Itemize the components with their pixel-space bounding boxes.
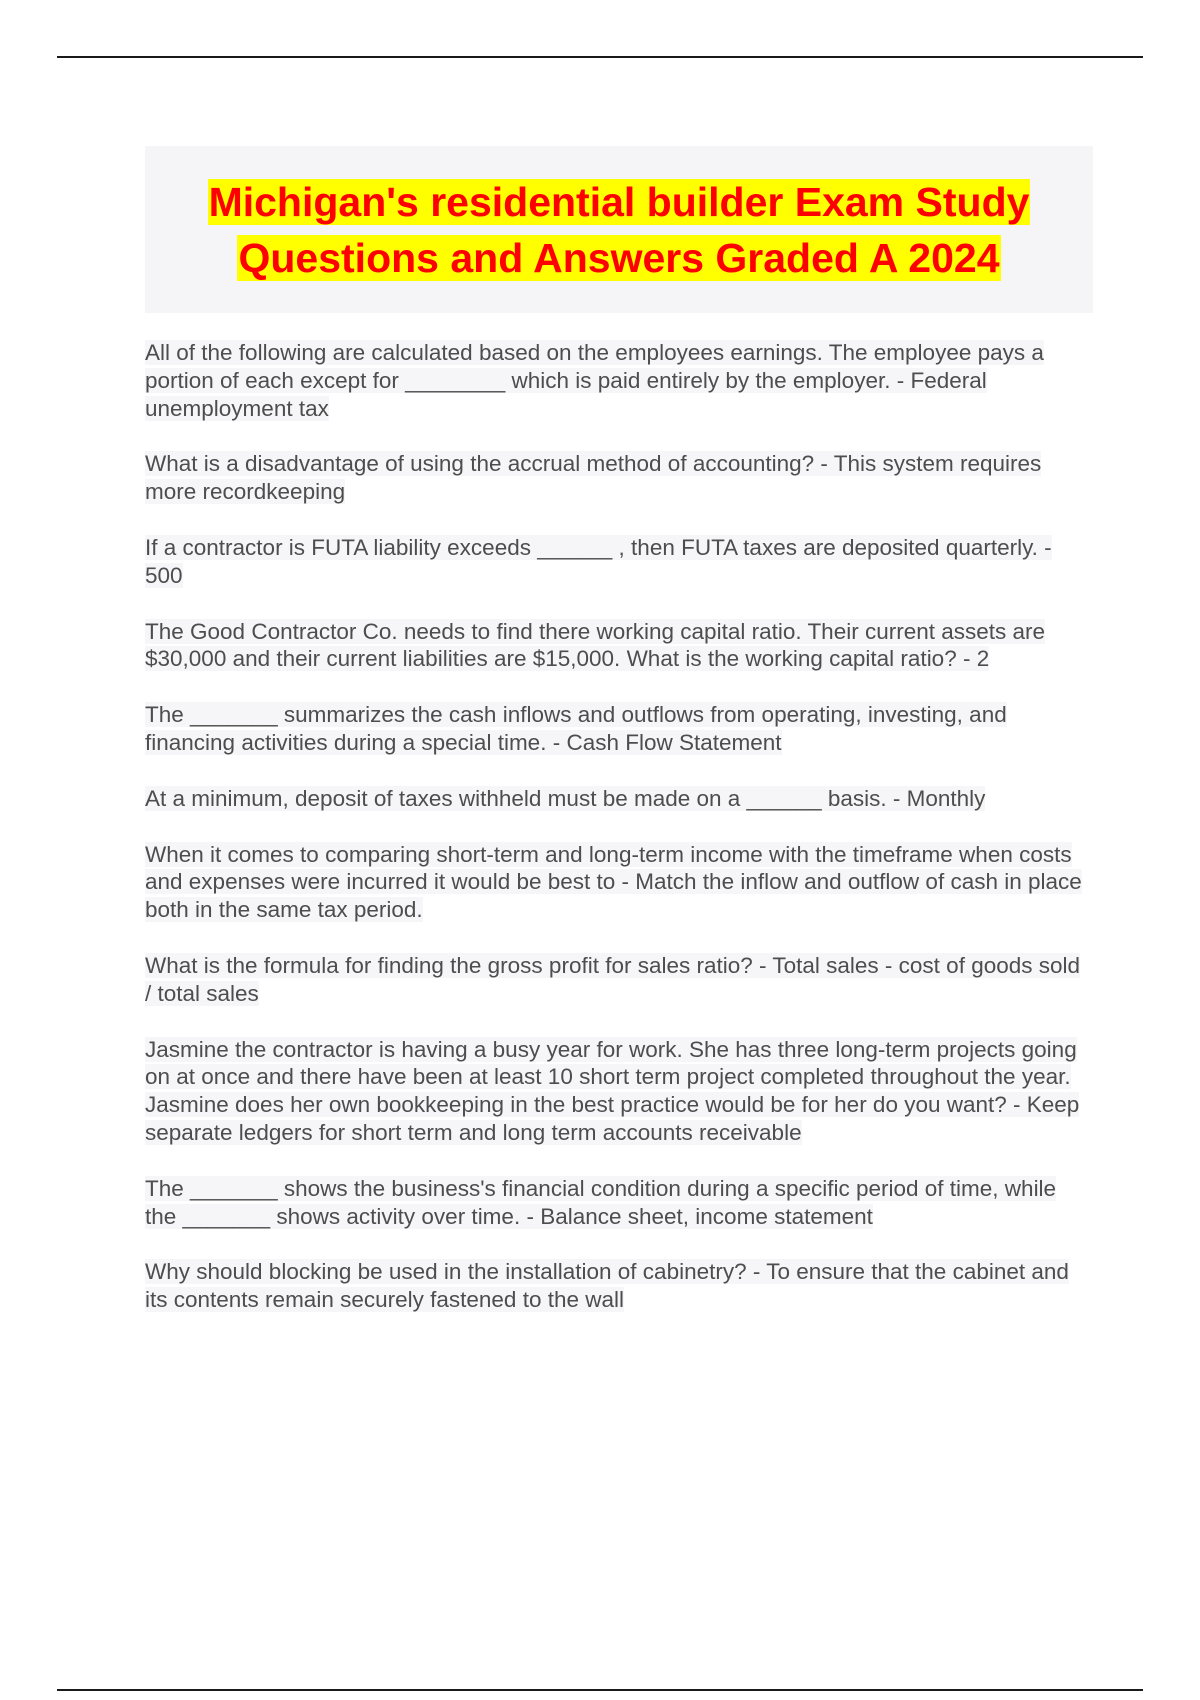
qa-item xyxy=(145,534,1085,590)
qa-text: Jasmine the contractor is having a busy year for work. She has three long-term projects going on at once and there have been at least 10 short term project completed throughout the year. Jasmine does her own bookkeeping in the best practice would be for her do you want? - Keep separate ledgers for short term and long term accounts receivable xyxy=(145,1036,1080,1145)
qa-item xyxy=(145,339,1085,422)
qa-list xyxy=(145,339,1085,1342)
qa-text: If a contractor is FUTA liability exceeds ______ , then FUTA taxes are deposited quarterly. - 500 xyxy=(145,534,1052,588)
document-title-text: Michigan's residential builder Exam Study Questions and Answers Graded A 2024 xyxy=(208,178,1030,281)
top-rule xyxy=(57,56,1143,58)
qa-item xyxy=(145,1175,1085,1231)
qa-text: When it comes to comparing short-term and long-term income with the timeframe when costs and expenses were incurred it would be best to - Match the inflow and outflow of cash in place both in the same tax period. xyxy=(145,841,1082,923)
document-title xyxy=(149,174,1089,286)
qa-text: The _______ summarizes the cash inflows and outflows from operating, investing, and financing activities during a special time. - Cash Flow Statement xyxy=(145,702,1007,755)
qa-item xyxy=(145,1258,1085,1314)
title-block xyxy=(145,146,1093,313)
qa-item xyxy=(145,841,1085,924)
qa-item xyxy=(145,618,1085,674)
qa-item xyxy=(145,701,1085,757)
qa-text: What is the formula for finding the gross profit for sales ratio? - Total sales - cost of goods sold / total sales xyxy=(145,952,1081,1006)
qa-text: Why should blocking be used in the installation of cabinetry? - To ensure that the cabinet and its contents remain securely fastened to the wall xyxy=(145,1259,1069,1313)
qa-text: What is a disadvantage of using the accrual method of accounting? - This system requires more recordkeeping xyxy=(145,451,1042,505)
qa-text: At a minimum, deposit of taxes withheld must be made on a ______ basis. - Monthly xyxy=(145,785,986,811)
qa-text: The Good Contractor Co. needs to find there working capital ratio. Their current assets are $30,000 and their current liabilities are $15,000. What is the working capital ratio? - 2 xyxy=(145,618,1046,672)
qa-item xyxy=(145,450,1085,506)
qa-item xyxy=(145,952,1085,1008)
qa-text: The _______ shows the business's financial condition during a specific period of time, while the _______ shows activity over time. - Balance sheet, income statement xyxy=(145,1175,1057,1229)
qa-item xyxy=(145,785,1085,813)
qa-text: All of the following are calculated based on the employees earnings. The employee pays a portion of each except for ________ which is paid entirely by the employer. - Federal unemployment tax xyxy=(145,340,1044,421)
bottom-rule xyxy=(57,1689,1143,1691)
qa-item xyxy=(145,1036,1085,1147)
